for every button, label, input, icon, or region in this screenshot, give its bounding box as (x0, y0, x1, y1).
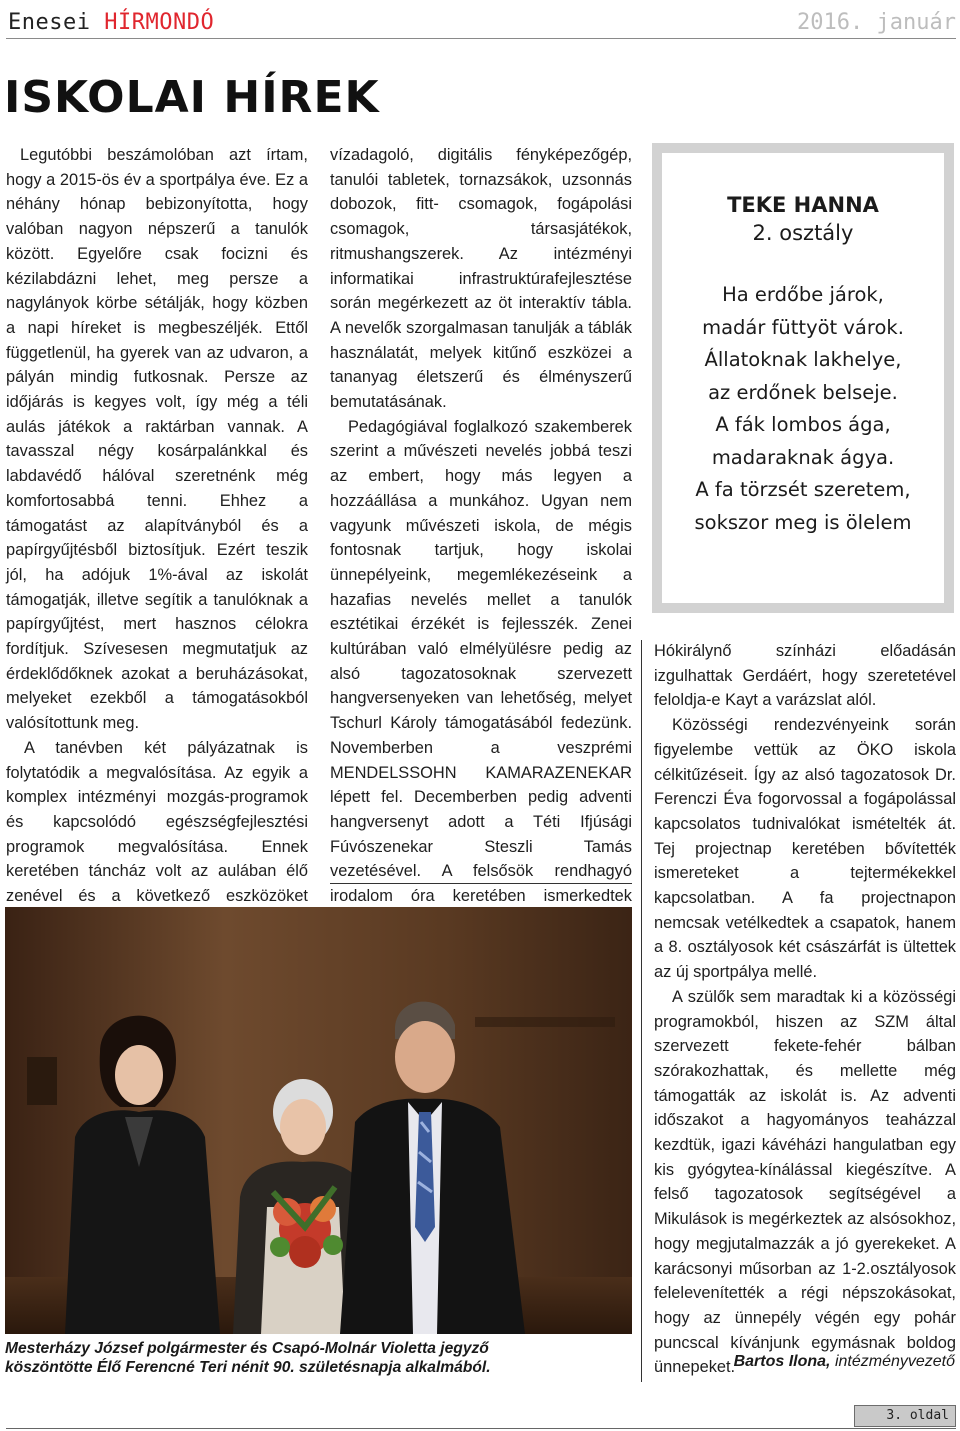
page-number: 3. oldal (854, 1405, 956, 1427)
signature-role: intézményvezető (834, 1353, 955, 1370)
newspaper-title (8, 10, 214, 35)
footer-rule (6, 1428, 956, 1429)
poem-line: A fák lombos ága, (715, 413, 891, 436)
column-divider-horizontal (330, 883, 632, 884)
article-column-middle (330, 143, 632, 958)
article-paragraph: Hókirálynő színházi előadásán izgulhattak Gerdáért, hogy szeretetével feloldja-e Kayt a varázslat alól. (654, 642, 956, 710)
article-paragraph: Pedagógiával foglalkozó szakemberek szerint a művészeti nevelés jobbá teszi az embert, hogy más legyen a hozzáállása a munkához. Ugyan nem vagyunk művészeti iskola, de mégis fontosnak tartjuk, hogy iskolai ünnepélyeink, megemlékezéseink a hazafias nevelés mellet a tanulók esztétikai érzékét is fejlesszék. Zenei kultúrában való elmélyülésre pedig az alsó tagozatosoknak szervezett hangversenyeken van lehetőség, melyet Tschurl Károly támogatásából fedezünk. Novemberben a veszprémi MENDELSSOHN KAMARAZENEKAR lépett fel. Decemberben pedig adventi hangversenyt adott a Téti Ifjúsági Fúvószenekar Steszli Tamás vezetésével. A felsősök rendhagyó irodalom óra keretében ismerkedtek (330, 417, 632, 906)
article-paragraph: A tanévben két pályázatnak is folytatódik a megvalósítása. Az egyik a komplex intézményi mozgás-programok és kapcsolódó egészségfejlesztési programok megvalósítása. Ennek keretében táncház volt az aulában élő zenével és a következő eszközöket (6, 738, 308, 906)
poem-line: madár füttyöt várok. (702, 315, 904, 339)
poem-line: az erdőnek belseje. (708, 380, 898, 404)
poem-author: TEKE HANNA (727, 193, 879, 217)
brand-plain: Enesei (8, 10, 91, 35)
article-column-right (654, 639, 956, 1380)
section-title: ISKOLAI HÍREK (4, 72, 380, 123)
group-photo (5, 907, 632, 1334)
poem-line: Állatoknak lakhelye, (704, 348, 902, 371)
issue-date: 2016. január (797, 10, 956, 35)
article-column-left (6, 143, 308, 934)
photo-caption-line: köszöntötte Élő Ferencné Teri nénit 90. születésnapja alkalmából. (5, 1359, 491, 1376)
brand-accent: HÍRMONDÓ (104, 10, 215, 35)
poem-line: madaraknak ágya. (711, 445, 895, 469)
signature (734, 1353, 955, 1371)
photo-caption-line: Mesterházy József polgármester és Csapó-Molnár Violetta jegyző (5, 1340, 489, 1357)
signature-name: Bartos Ilona, (733, 1353, 831, 1370)
poem-lines (662, 279, 944, 539)
article-paragraph: Legutóbbi beszámolóban azt írtam, hogy a 2015-ös év a sportpálya éve. Ez a néhány hónap bebizonyította, hogy valóban nagyon népszerű a tanulók között. Egyelőre csak focizni és kézilabdázni lehet, meg persze a nagylányok körbe sétálják, hogy közben a napi híreket is megbeszéljék. Ettől függetlenül, ha gyerek van az udvaron, a pályán mindig futkosnak. Persze az időjárás is kegyes volt, így még a téli aulás játékok a raktárban vannak. A tavasszal négy kosárpalánkkal és labdavédő hálóval szeretnénk még komfortosabbá tenni. Ehhez a támogatást az alapítványból és a papírgyűjtésből biztosítjuk. Ezért teszik jól, ha adójuk 1%-ával az iskolát támogatják, illetve segítik a tanulóknak a papírgyűjtést, mert hasznos célokra fordítjuk. Szívesesen megmutatjuk az érdeklődőknek azokat a beruházásokat, melyeket ezekből a támogatásokból valósítottunk meg. (6, 146, 308, 733)
article-paragraph: A szülők sem maradtak ki a közösségi programokból, hiszen az SZM által szervezett fekete-fehér bálban szórakozhattak, és mellette még támogatták az iskolát is. Az adventi időszakot a hagyományos teaházzal kezdtük, igazi kávéházi hangulatban egy kis gyógytea-kínálással kiegészítve. A felső tagozatosok segítségével a Mikulások is megérkeztek az alsósokhoz, hogy megjutalmazzák a jó gyerekeket. A karácsonyi műsorban az 1-2.osztályosok felelevenítették a régi népszokásokat, hogy az ünnepély végén egy pohár puncscal kívánjunk egymásnak boldog ünnepeket. (654, 987, 956, 1377)
poem-line: Ha erdőbe járok, (722, 283, 884, 306)
poem-class: 2. osztály (752, 221, 854, 245)
poem-box (652, 143, 954, 613)
page-header (6, 4, 956, 39)
poem-line: A fa törzsét szeretem, (695, 478, 911, 501)
article-paragraph: vízadagoló, digitális fényképezőgép, tanulói tabletek, tornazsákok, uzsonnás dobozok, fitt- csomagok, fogápolási csomagok, társasjátékok, ritmushangszerek. Az intézményi informatikai infrastruktúrafejlesztése során megérkezett az öt interaktív tábla. A nevelők szorgalmasan tanulják a táblák használatát, melyek kitűnő eszközei a tananyag életszerű és élményszerű bemutatásának. (330, 146, 632, 412)
poem-inner (662, 153, 944, 603)
photo-caption (5, 1339, 637, 1377)
group-photo-illustration (5, 907, 632, 1334)
poem-line: sokszor meg is ölelem (694, 510, 912, 534)
column-divider-vertical (641, 640, 642, 1382)
article-paragraph: Közösségi rendezvényeink során figyelembe vettük az ÖKO iskola célkitűzéseit. Így az alsó tagozatosok Dr. Ferenczi Éva fogorvossal a fogápolással kapcsolatos tudnivalókat ismételték át. Tej projectnap keretében bővítették ismereteket a tejtermékekkel kapcsolatban. A fa projectnapon nemcsak vetélkedtek a csapatok, hanem a 8. osztályosok két császárfát is ültettek az új sportpálya mellé. (654, 716, 956, 982)
